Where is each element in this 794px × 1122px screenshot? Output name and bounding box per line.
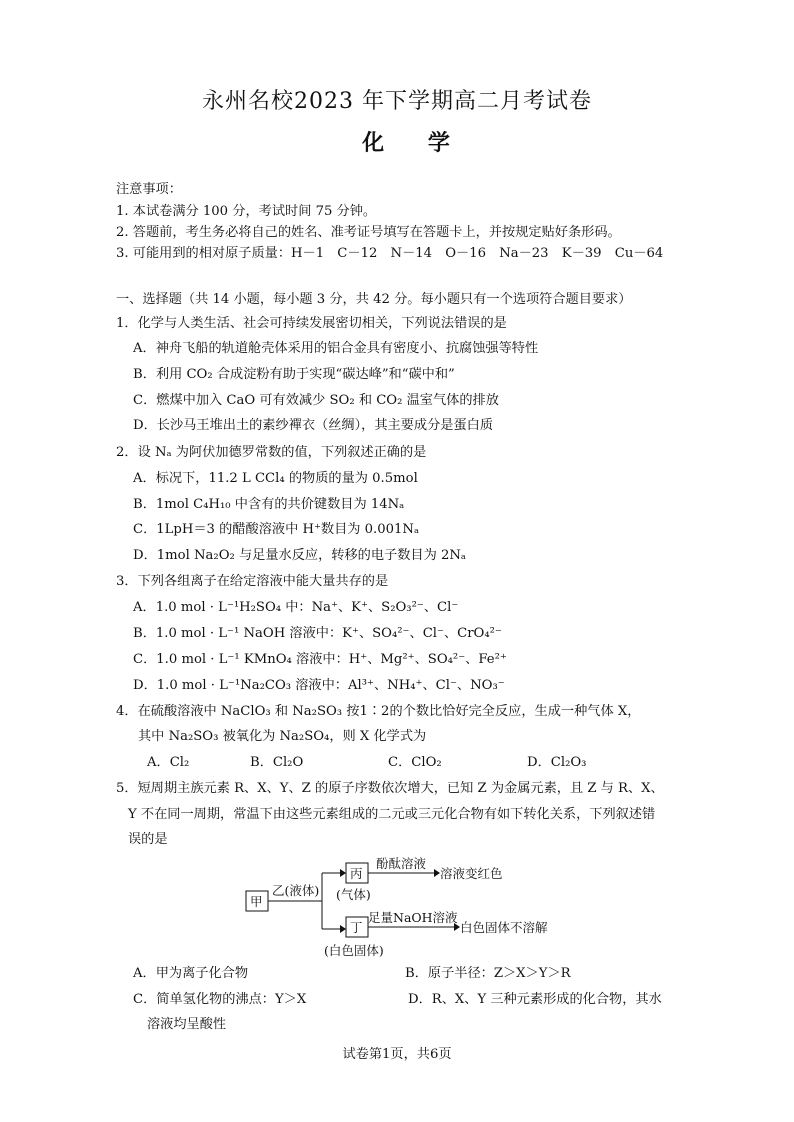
q3-stem: 3．下列各组离子在给定溶液中能大量共存的是 — [116, 574, 389, 589]
exam-subject: 化 学 — [362, 130, 468, 156]
q5-option-d: D．R、X、Y 三种元素形成的化合物，其水 — [408, 992, 662, 1007]
q1-option-c: C．燃煤中加入 CaO 可有效减少 SO₂ 和 CO₂ 温室气体的排放 — [133, 393, 499, 408]
q2-option-c: C．1LpH＝3 的醋酸溶液中 H⁺数目为 0.001Nₐ — [133, 522, 420, 537]
label-reagent-2: 足量NaOH溶液 — [368, 910, 458, 925]
label-yi: 乙(液体) — [272, 883, 320, 898]
notice-item-1: 1. 本试卷满分 100 分，考试时间 75 分钟。 — [116, 204, 377, 219]
notice-heading: 注意事项： — [116, 182, 182, 197]
label-ding: 丁 — [350, 920, 363, 935]
q4-option-c: C．ClO₂ — [388, 755, 442, 770]
q5-stem-end: 误的是 — [128, 832, 168, 847]
label-result-2: 白色固体不溶解 — [460, 920, 548, 935]
reaction-diagram — [240, 855, 560, 960]
notice-item-2: 2. 答题前，考生务必将自己的姓名、准考证号填写在答题卡上，并按规定贴好条形码。 — [116, 225, 621, 240]
label-bing: 丙 — [350, 866, 363, 881]
q1-option-b: B．利用 CO₂ 合成淀粉有助于实现“碳达峰”和“碳中和” — [133, 367, 455, 382]
q3-option-b: B．1.0 mol · L⁻¹ NaOH 溶液中：K⁺、SO₄²⁻、Cl⁻、CrO₄²⁻ — [133, 626, 502, 641]
arrowhead-upper — [340, 869, 346, 877]
label-reagent-1: 酚酞溶液 — [376, 856, 427, 871]
exam-title: 永州名校2023 年下学期高二月考试卷 — [202, 89, 592, 114]
notice-item-3: 3. 可能用到的相对原子质量：H－1 C－12 N－14 O－16 Na－23 K－39 Cu－64 — [116, 246, 664, 261]
label-result-1: 溶液变红色 — [440, 866, 503, 881]
q4-stem: 4．在硫酸溶液中 NaClO₃ 和 Na₂SO₃ 按1∶2的个数比恰好完全反应，生成一种气体 X， — [116, 704, 641, 719]
q5-option-a: A．甲为离子化合物 — [133, 966, 249, 981]
q2-option-d: D．1mol Na₂O₂ 与足量水反应，转移的电子数目为 2Nₐ — [133, 548, 467, 563]
q2-stem: 2．设 Nₐ 为阿伏加德罗常数的值，下列叙述正确的是 — [116, 445, 427, 460]
q3-option-a: A．1.0 mol · L⁻¹H₂SO₄ 中：Na⁺、K⁺、S₂O₃²⁻、Cl⁻ — [133, 600, 459, 615]
q2-option-a: A．标况下，11.2 L CCl₄ 的物质的量为 0.5mol — [133, 471, 418, 486]
section-heading: 一、选择题（共 14 小题，每小题 3 分，共 42 分。每小题只有一个选项符合题目要求） — [116, 292, 632, 307]
page-footer: 试卷第1页，共6页 — [342, 1047, 452, 1062]
q3-option-c: C．1.0 mol · L⁻¹ KMnO₄ 溶液中：H⁺、Mg²⁺、SO₄²⁻、Fe²⁺ — [133, 652, 507, 667]
q4-option-a: A．Cl₂ — [147, 755, 190, 770]
q1-option-d: D．长沙马王堆出土的素纱襌衣（丝绸），其主要成分是蛋白质 — [133, 418, 494, 433]
arrowhead-lower — [340, 925, 346, 933]
q4-stem-continued: 其中 Na₂SO₃ 被氧化为 Na₂SO₄，则 X 化学式为 — [138, 729, 427, 744]
q4-option-d: D．Cl₂O₃ — [527, 755, 587, 770]
q2-option-b: B．1mol C₄H₁₀ 中含有的共价键数目为 14Nₐ — [133, 497, 405, 512]
label-bing-note: (气体) — [336, 887, 371, 902]
q5-option-b: B．原子半径：Z＞X＞Y＞R — [405, 966, 571, 981]
q5-option-c: C．简单氢化物的沸点：Y＞X — [133, 992, 307, 1007]
label-jia: 甲 — [250, 894, 263, 909]
q5-stem: 5．短周期主族元素 R、X、Y、Z 的原子序数依次增大，已知 Z 为金属元素，且 Z 与 R、X、 — [116, 781, 664, 796]
q1-stem: 1．化学与人类生活、社会可持续发展密切相关，下列说法错误的是 — [116, 316, 507, 331]
q5-stem-continued: Y 不在同一周期，常温下由这些元素组成的二元或三元化合物有如下转化关系，下列叙述错 — [128, 807, 656, 822]
q3-option-d: D．1.0 mol · L⁻¹Na₂CO₃ 溶液中：Al³⁺、NH₄⁺、Cl⁻、NO₃⁻ — [133, 678, 505, 693]
q1-option-a: A．神舟飞船的轨道舱壳体采用的铝合金具有密度小、抗腐蚀强等特性 — [133, 341, 539, 356]
q5-option-d-continued: 溶液均呈酸性 — [147, 1017, 227, 1032]
q4-option-b: B．Cl₂O — [250, 755, 304, 770]
label-ding-note: (白色固体) — [324, 943, 384, 958]
